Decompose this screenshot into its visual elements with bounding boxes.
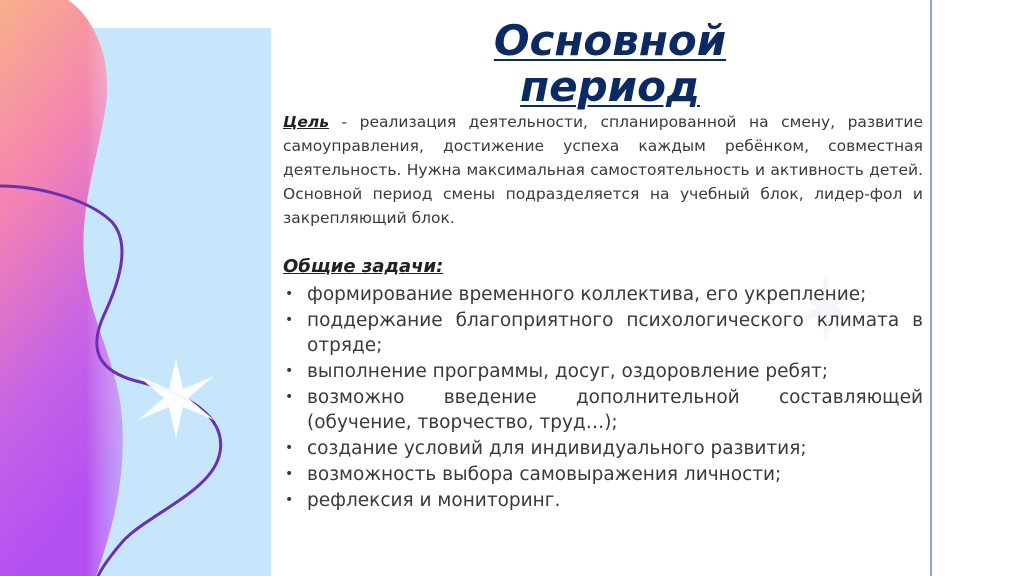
bullet-icon: • [285, 492, 294, 508]
task-text: поддержание благоприятного психологического климата в отряде; [307, 310, 923, 356]
list-item [283, 308, 923, 358]
task-text: формирование временного коллектива, его укрепление; [307, 284, 867, 305]
list-item [283, 462, 923, 487]
list-item [283, 359, 923, 384]
task-text: возможно введение дополнительной составляющей (обучение, творчество, труд…); [307, 387, 923, 433]
list-item [283, 282, 923, 307]
task-text: рефлексия и мониторинг. [307, 490, 561, 511]
page-title: Основной период [493, 16, 727, 111]
content-block [283, 110, 923, 514]
bullet-icon: • [285, 363, 294, 379]
list-item [283, 385, 923, 435]
bullet-icon: • [285, 312, 294, 328]
goal-paragraph [283, 110, 923, 230]
bullet-icon: • [285, 466, 294, 482]
bullet-icon: • [285, 286, 294, 302]
goal-label: Цель [283, 113, 330, 131]
bullet-icon: • [285, 440, 294, 456]
task-text: выполнение программы, досуг, оздоровление ребят; [307, 361, 829, 382]
list-item [283, 436, 923, 461]
task-text: создание условий для индивидуального развития; [307, 438, 807, 459]
tasks-list [283, 282, 923, 513]
tasks-heading: Общие задачи: [283, 256, 444, 277]
bullet-icon: • [285, 389, 294, 405]
goal-text: - реализация деятельности, спланированной на смену, развитие самоуправления, достижение успеха каждым ребёнком, совместная деятельность. Нужна максимальная самостоятельность и активность детей. Основной период смены подразделяется на учебный блок, лидер-фол и закрепляющий блок. [283, 113, 923, 227]
list-item [283, 488, 923, 513]
task-text: возможность выбора самовыражения личности; [307, 464, 782, 485]
